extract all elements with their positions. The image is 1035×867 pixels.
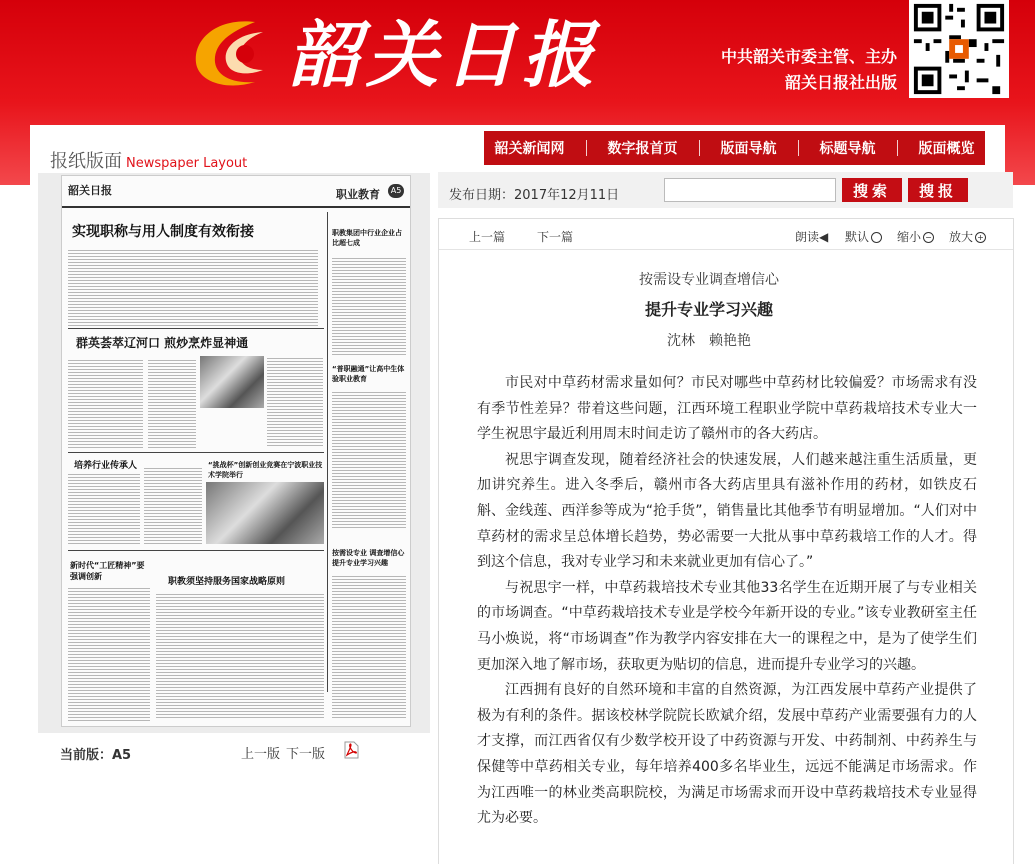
- circle-icon: [871, 232, 882, 243]
- thumb-rule: [68, 550, 324, 551]
- next-article-link[interactable]: 下一篇: [537, 230, 574, 244]
- page-pager: [241, 743, 331, 762]
- default-size-label: 默认: [845, 230, 870, 244]
- nav-page-navigation[interactable]: 版面导航: [720, 141, 777, 157]
- thumb-headline-3[interactable]: 培养行业传承人: [74, 461, 138, 471]
- plus-icon: +: [975, 232, 986, 243]
- thumb-column-rule: [327, 212, 328, 692]
- pdf-icon[interactable]: [343, 741, 359, 759]
- qr-code-icon: [909, 0, 1009, 98]
- newspaper-logo-icon: [185, 12, 285, 92]
- thumb-text-block: [267, 356, 323, 448]
- nav-separator: [897, 140, 898, 156]
- thumb-text-block: [68, 472, 140, 544]
- speaker-icon: ◀: [819, 230, 829, 244]
- zoom-in-button[interactable]: [949, 228, 986, 245]
- layout-heading-en: Newspaper Layout: [126, 156, 248, 171]
- read-aloud-label: 朗读: [795, 230, 820, 244]
- nav-separator: [699, 140, 700, 156]
- next-page-link[interactable]: 下一版: [286, 747, 326, 762]
- thumb-page-badge: A5: [388, 184, 404, 198]
- thumb-text-block: [156, 592, 324, 720]
- article-subtitle: 按需设专业调查增信心: [639, 272, 779, 288]
- publish-date: 发布日期：2017年12月11日: [449, 188, 620, 203]
- zoom-in-label: 放大: [949, 230, 974, 244]
- thumb-sidebar-3[interactable]: 按需设专业 调查增信心 提升专业学习兴趣: [332, 549, 405, 567]
- nav-separator: [586, 140, 587, 156]
- thumb-text-block: [148, 358, 196, 448]
- article-authors: 沈林 赖艳艳: [667, 333, 751, 349]
- masthead-title: 韶关日报: [288, 12, 601, 97]
- page-thumbnail[interactable]: [61, 175, 411, 727]
- nav-digital-home[interactable]: 数字报首页: [607, 141, 678, 157]
- nav-page-overview[interactable]: 版面概览: [918, 141, 975, 157]
- nav-separator: [798, 140, 799, 156]
- thumb-text-block: [332, 256, 406, 356]
- thumb-photo: [206, 482, 324, 544]
- minus-icon: −: [923, 232, 934, 243]
- thumb-text-block: [144, 466, 202, 546]
- thumb-sidebar-1[interactable]: 职教集团中行业企业占比超七成: [332, 229, 402, 247]
- thumb-text-block: [332, 574, 406, 720]
- thumb-header: [62, 176, 410, 208]
- layout-heading-cn: 报纸版面: [50, 151, 122, 172]
- layout-heading: [50, 147, 247, 173]
- thumb-logo: 韶关日报: [68, 184, 112, 197]
- prev-page-link[interactable]: 上一版: [241, 747, 281, 762]
- thumb-headline-5[interactable]: 新时代“工匠精神”要强调创新: [70, 561, 145, 581]
- current-page-label: 当前版：A5: [60, 748, 132, 763]
- sponsor-info: [721, 44, 897, 96]
- nav-title-navigation[interactable]: 标题导航: [819, 141, 876, 157]
- sponsor-line-2: 韶关日报社出版: [784, 73, 897, 92]
- thumb-sidebar-2[interactable]: “普职融通”让高中生体验职业教育: [332, 365, 405, 383]
- search-paper-button[interactable]: 搜报: [908, 178, 968, 202]
- sponsor-line-1: 中共韶关市委主管、主办: [720, 47, 897, 66]
- thumb-text-block: [68, 358, 143, 448]
- zoom-out-button[interactable]: [897, 228, 934, 245]
- search-input[interactable]: [664, 178, 836, 202]
- zoom-out-label: 缩小: [897, 230, 922, 244]
- article-paragraph: 与祝思宇一样，中草药栽培技术专业其他33名学生在近期开展了与专业相关的市场调查。“中草药栽培技术专业是学校今年新开设的专业。”该专业教研室主任马小焕说，将“市场调查”作为教学内容安排在大一的课程之中，是为了使学生们更加深入地了解市场，获取更为贴切的信息，进而提升专业学习的兴趣。: [477, 579, 977, 673]
- thumb-headline-2[interactable]: 群英荟萃辽河口 煎炒烹炸显神通: [76, 336, 249, 350]
- thumb-headline-1[interactable]: 实现职称与用人制度有效衔接: [72, 224, 254, 240]
- default-size-button[interactable]: [845, 228, 882, 245]
- top-nav: [484, 131, 985, 165]
- article-body: [477, 371, 977, 832]
- article-paragraph: 祝思宇调查发现，随着经济社会的快速发展，人们越来越注重生活质量，更加讲究养生。进入冬季后，赣州市各大药店里具有滋补作用的药材，如铁皮石斛、金线莲、西洋参等成为“抢手货”，销售量比其他季节有明显增加。“人们对中草药材的需求呈总体增长趋势，势必需要一大批从事中草药栽培工作的人才。得到这个信息，我对专业学习和未来就业更加有信心了。”: [477, 451, 977, 571]
- article-paragraph: 市民对中草药材需求量如何？市民对哪些中草药材比较偏爱？市场需求有没有季节性差异？带着这些问题，江西环境工程职业学院中草药栽培技术专业大一学生祝思宇最近利用周末时间走访了赣州市的各大药店。: [477, 375, 977, 443]
- thumb-rule: [68, 328, 324, 329]
- thumb-section: 职业教育: [336, 188, 380, 201]
- article-title: 提升专业学习兴趣: [644, 300, 773, 319]
- nav-news-site[interactable]: 韶关新闻网: [494, 141, 565, 157]
- article-panel: [438, 218, 1014, 864]
- prev-article-link[interactable]: 上一篇: [469, 230, 506, 244]
- read-aloud-button[interactable]: [795, 228, 828, 245]
- thumb-headline-4[interactable]: “挑战杯”创新创业竞赛在宁波职业技术学院举行: [208, 461, 323, 479]
- thumb-text-block: [332, 390, 406, 530]
- thumb-headline-6[interactable]: 职教须坚持服务国家战略原则: [168, 577, 286, 587]
- thumb-text-block: [68, 248, 318, 328]
- thumb-text-block: [68, 586, 150, 721]
- article-toolbar: [439, 219, 1013, 250]
- search-button[interactable]: 搜索: [842, 178, 902, 202]
- article-paragraph: 江西拥有良好的自然环境和丰富的自然资源，为江西发展中草药产业提供了极为有利的条件。据该校林学院院长欧斌介绍，发展中草药产业需要强有力的人才支撑，而江西省仅有少数学校开设了中药资源与开发、中药制剂、中药养生与保健等中草药相关专业，每年培养400多名毕业生，远远不能满足市场需求。作为江西唯一的林业类高职院校，为满足市场需求而开设中草药栽培技术专业显得尤为必要。: [477, 682, 977, 827]
- thumb-photo: [200, 356, 264, 408]
- thumb-rule: [68, 452, 324, 453]
